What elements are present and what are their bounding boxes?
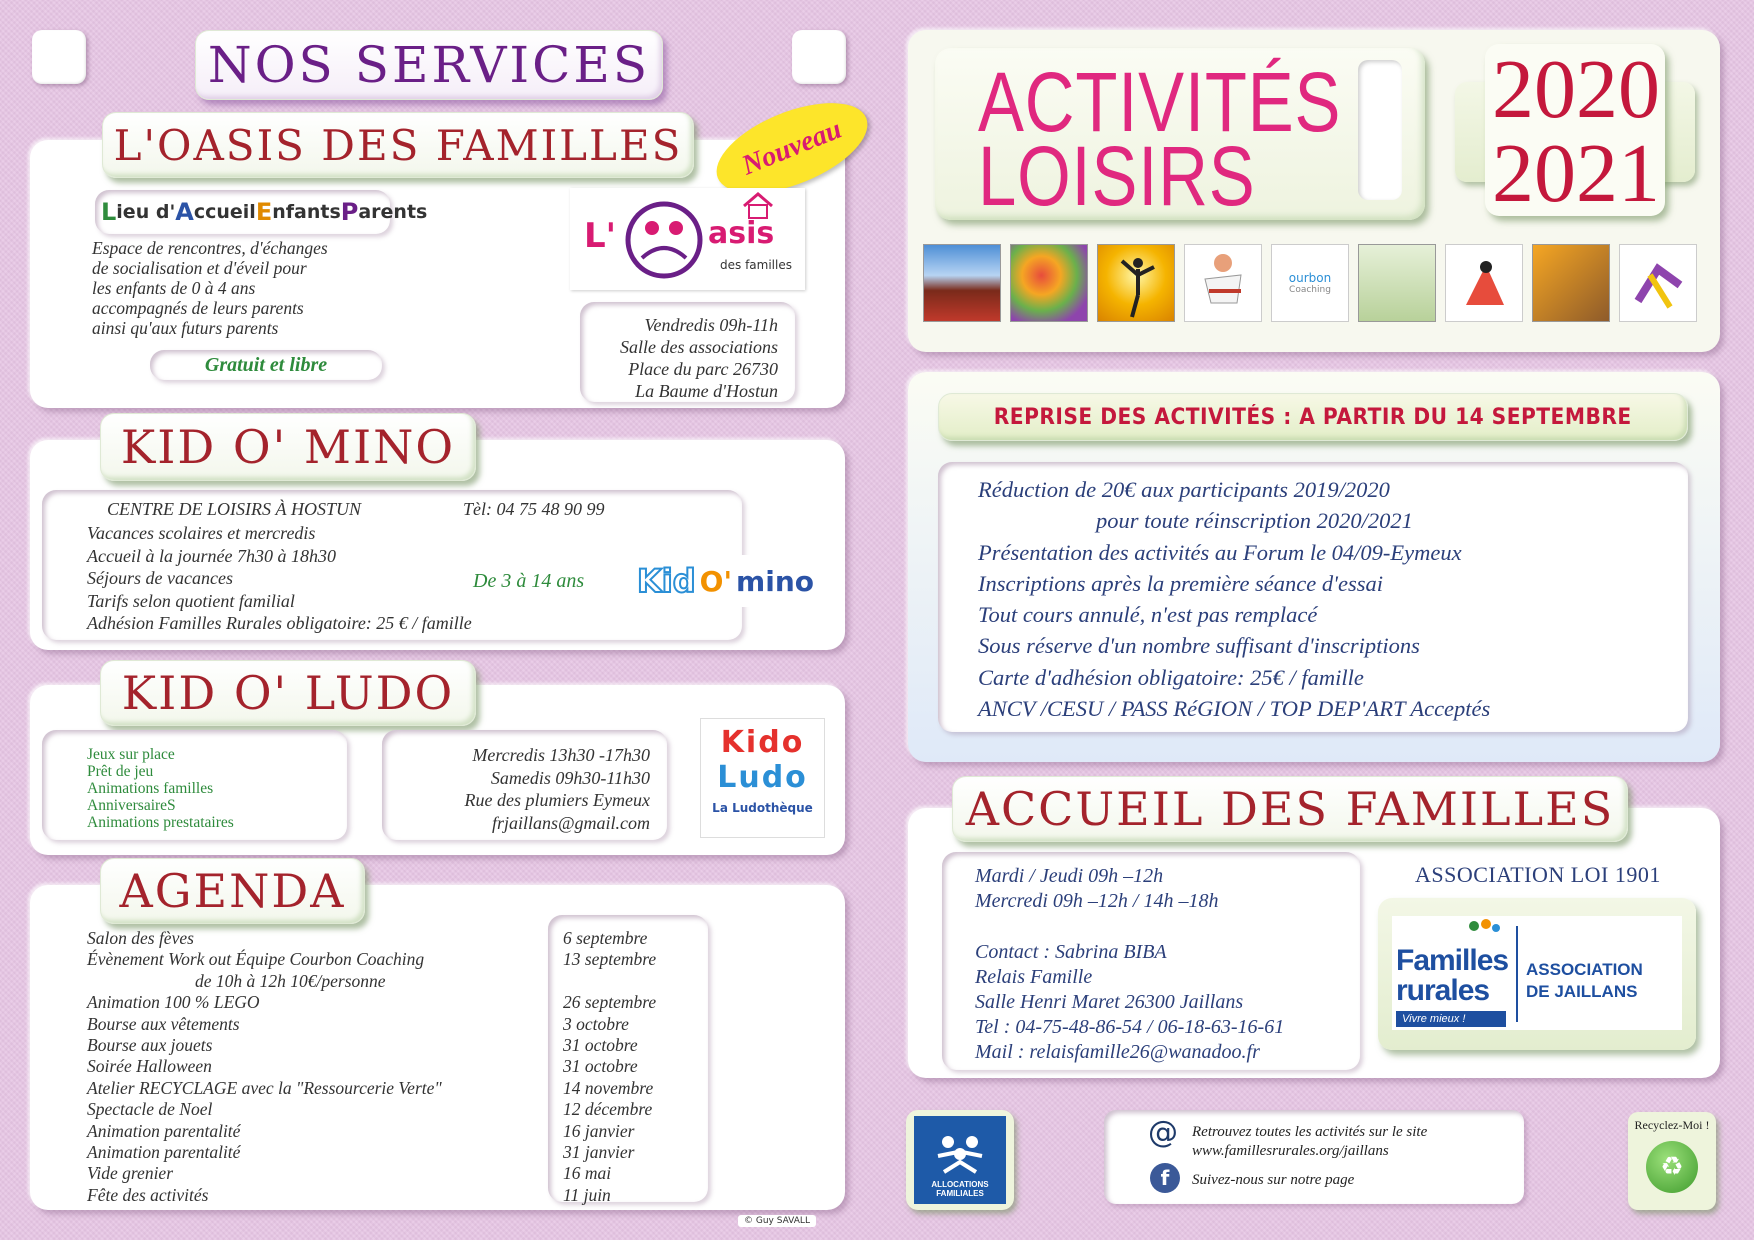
oasis-schedule-line: La Baume d'Hostun (635, 381, 778, 401)
agenda-event-date: 11 juin (563, 1184, 611, 1205)
oasis-desc-line: accompagnés de leurs parents (92, 298, 304, 318)
decor-tab (1358, 60, 1402, 200)
kidoludo-list-item: AnniversaireS (87, 797, 176, 814)
accueil-hours-line: Mardi / Jeudi 09h –12h (975, 865, 1164, 887)
loisirs-title: LOISIRS (978, 129, 1256, 223)
yoga-figure-icon (1098, 245, 1176, 323)
kidoludo-schedule-line: frjaillans@gmail.com (491, 812, 650, 833)
kidomino-lines (87, 522, 472, 635)
fr-assoc2: DE JAILLANS (1526, 982, 1638, 1001)
agenda-event-name: Vide grenier (87, 1163, 174, 1184)
kidomino-title-banner (100, 413, 476, 481)
oasis-desc-line: de socialisation et d'éveil pour (92, 258, 307, 278)
info-line: Inscriptions après la première séance d'essai (978, 570, 1383, 596)
theatre-thumb (923, 244, 1001, 322)
laep-part: arents (358, 201, 428, 223)
agenda-event-name: de 10h à 12h 10€/personne (195, 970, 386, 991)
accueil-contact-line: Contact : Sabrina BIBA (975, 941, 1167, 963)
kidomino-title: KID O' MINO (120, 420, 456, 474)
kidomino-logo-kid: Kid (637, 562, 696, 600)
fr-assoc1: ASSOCIATION (1526, 960, 1643, 979)
kidoludo-logo-sub: La Ludothèque (712, 801, 813, 815)
reprise-label: REPRISE DES ACTIVITÉS : A PARTIR DU 14 SEPTEMBRE (994, 404, 1632, 430)
oasis-logo-sub: des familles (720, 258, 792, 272)
agenda-event-date: 31 octobre (563, 1056, 638, 1077)
courbon-label: ourbon (1288, 271, 1332, 285)
agenda-event-name: Animation parentalité (87, 1142, 241, 1163)
caf-label: ALLOCATIONS FAMILIALES (931, 1180, 989, 1198)
facebook-icon[interactable]: f (1150, 1163, 1180, 1193)
gratuit-box (150, 350, 382, 380)
agenda-event-name: Salon des fèves (87, 928, 194, 948)
oasis-schedule (580, 314, 778, 402)
kidoludo-schedule (382, 744, 650, 834)
agenda-event-date (563, 971, 656, 992)
agenda-events (87, 928, 442, 1206)
laep-A: A (175, 198, 194, 226)
fr-familles: Familles (1396, 944, 1509, 977)
agenda-event-name: Fête des activités (87, 1184, 209, 1205)
kidoludo-logo (700, 718, 825, 838)
kidoludo-schedule-line: Rue des plumiers Eymeux (464, 790, 650, 810)
agenda-event-name: Spectacle de Noel (87, 1099, 213, 1120)
laep-E: E (255, 198, 273, 226)
kidomino-ages: De 3 à 14 ans (473, 570, 585, 592)
agenda-event-date: 14 novembre (563, 1077, 654, 1098)
agenda-event-name: Bourse aux jouets (87, 1035, 213, 1056)
accueil-hours-line: Mercredi 09h –12h / 14h –18h (975, 890, 1219, 912)
kidomino-line: Adhésion Familles Rurales obligatoire: 25 € / famille (87, 613, 472, 633)
agenda-event-date: 31 janvier (563, 1142, 635, 1163)
accueil-contact-line: Tel : 04-75-48-86-54 / 06-18-63-16-61 (975, 1016, 1285, 1038)
activites-title: ACTIVITÉS (978, 55, 1342, 149)
nos-services-banner (195, 30, 663, 100)
oasis-logo (570, 188, 805, 290)
web-line3: Suivez-nous sur notre page (1192, 1172, 1355, 1188)
oasis-desc-line: ainsi qu'aux futurs parents (92, 318, 279, 338)
corner-box-center (792, 30, 846, 84)
oasis-logo-circle-icon (622, 198, 706, 282)
kidomino-line: Vacances scolaires et mercredis (87, 523, 316, 543)
kidoludo-schedule-line: Mercredis 13h30 -17h30 (472, 745, 650, 765)
corner-box-left (32, 30, 86, 84)
courbon-sub-label: Coaching (1289, 285, 1331, 295)
agenda-event-date: 26 septembre (563, 992, 657, 1013)
agenda-dates (563, 928, 656, 1206)
kidomino-logo-o: O' (699, 564, 733, 598)
oasis-schedule-line: Salle des associations (620, 337, 778, 357)
oasis-logo-l: L' (584, 216, 617, 256)
nouveau-label: Nouveau (737, 113, 846, 182)
agenda-event-name: Bourse aux vêtements (87, 1013, 240, 1034)
kidoludo-schedule-line: Samedis 09h30-11h30 (490, 767, 650, 788)
oasis-desc-line: Espace de rencontres, d'échanges (92, 238, 328, 258)
accueil-contact-line: Relais Famille (975, 966, 1093, 988)
info-line: Tout cours annulé, n'est pas remplacé (978, 602, 1318, 628)
reprise-banner (938, 393, 1688, 441)
laep-P: P (340, 198, 359, 226)
crafts-thumb (1010, 244, 1088, 322)
yoga-thumb (1097, 244, 1175, 322)
laep-label-box (95, 190, 428, 234)
drawing-thumb (1445, 244, 1523, 322)
oasis-schedule-line: Place du parc 26730 (628, 359, 778, 379)
kidoludo-list-item: Animations familles (87, 780, 214, 797)
agenda-title-banner (100, 858, 365, 924)
accueil-contact-line: Salle Henri Maret 26300 Jaillans (975, 991, 1244, 1013)
agenda-event-date: 16 mai (563, 1163, 612, 1184)
year-2020: 2020 (1492, 43, 1660, 136)
web-line1: Retrouvez toutes les activités sur le site (1192, 1124, 1428, 1140)
kidomino-line: Accueil à la journée 7h30 à 18h30 (87, 545, 336, 566)
info-line: ANCV /CESU / PASS RéGION / TOP DEP'ART Acceptés (978, 696, 1491, 722)
agenda-event-name: Soirée Halloween (87, 1056, 212, 1077)
fr-vivre: Vivre mieux ! (1396, 1011, 1506, 1027)
drawing-figure-icon (1446, 245, 1524, 323)
agenda-event-date: 16 janvier (563, 1120, 635, 1141)
kidoludo-logo-kido: Kido (720, 725, 805, 760)
recycle-label: Recyclez-Moi ! (1634, 1118, 1710, 1132)
agenda-event-name: Animation parentalité (87, 1120, 241, 1141)
kidomino-line: Séjours de vacances (87, 568, 233, 588)
kidoludo-list-item: Prêt de jeu (87, 763, 154, 780)
fr-rurales: rurales (1396, 974, 1490, 1007)
agenda-event-name: Atelier RECYCLAGE avec la "Ressourcerie Verte" (87, 1077, 442, 1098)
agenda-event-name: Animation 100 % LEGO (87, 992, 260, 1013)
info-line: Réduction de 20€ aux participants 2019/2020 (978, 477, 1390, 502)
dance-thumb (1619, 244, 1697, 322)
accueil-title: ACCUEIL DES FAMILLES (965, 782, 1615, 836)
info-lines (978, 474, 1490, 724)
agenda-event-name: Évènement Work out Équipe Courbon Coaching (87, 949, 425, 970)
karate-figure-icon (1185, 245, 1263, 323)
karate-thumb (1184, 244, 1262, 322)
laep-part: ieu d' (116, 201, 176, 223)
kidoludo-title: KID O' LUDO (121, 666, 455, 720)
fr-divider (1516, 926, 1518, 1022)
year-2021: 2021 (1492, 127, 1660, 220)
kidoludo-list (87, 746, 234, 831)
agenda-event-date: 12 décembre (563, 1099, 653, 1120)
oasis-title: L'OASIS DES FAMILLES (113, 120, 683, 170)
accueil-hours (975, 864, 1219, 914)
at-icon: @ (1148, 1115, 1178, 1150)
agenda-event-date: 13 septembre (563, 949, 657, 970)
web-link[interactable]: www.famillesrurales.org/jaillans (1192, 1143, 1389, 1159)
caf-logo (914, 1116, 1006, 1204)
kidomino-tel: Tèl: 04 75 48 90 99 (463, 499, 605, 519)
oasis-description (92, 238, 328, 338)
oasis-schedule-line: Vendredis 09h-11h (644, 315, 778, 335)
agenda-event-date: 6 septembre (563, 928, 648, 948)
familles-rurales-logo (1392, 916, 1682, 1030)
laep-part: ccueil (193, 201, 256, 223)
oasis-desc-line: les enfants de 0 à 4 ans (92, 278, 256, 298)
caf-people-icon (930, 1132, 990, 1180)
judo-thumb (1358, 244, 1436, 322)
laep-part: nfants (272, 201, 341, 223)
kidoludo-logo-ludo: Ludo (717, 760, 808, 795)
gratuit-label: Gratuit et libre (204, 353, 328, 376)
kidoludo-list-item: Animations prestataires (87, 814, 234, 831)
nos-services-title: NOS SERVICES (207, 36, 651, 94)
agenda-event-date: 3 octobre (563, 1013, 629, 1034)
kidomino-line: Tarifs selon quotient familial (87, 590, 295, 611)
kidomino-logo-mino: mino (736, 564, 814, 598)
association-label: ASSOCIATION LOI 1901 (1415, 862, 1661, 887)
laep-L: L (101, 198, 117, 226)
oasis-logo-asis: asis (708, 216, 775, 251)
info-line: Carte d'adhésion obligatoire: 25€ / famille (978, 664, 1364, 690)
kidoludo-title-banner (100, 660, 476, 726)
kidomino-line1: CENTRE DE LOISIRS À HOSTUN (107, 499, 362, 519)
info-line: Présentation des activités au Forum le 04/09-Eymeux (978, 539, 1462, 565)
kidomino-logo (628, 555, 823, 607)
kidoludo-list-item: Jeux sur place (87, 746, 175, 763)
oasis-title-banner (102, 112, 694, 178)
hiphop-thumb (1532, 244, 1610, 322)
agenda-event-date: 31 octobre (563, 1035, 638, 1056)
credit-label: © Guy SAVALL (738, 1215, 816, 1227)
info-line: pour toute réinscription 2020/2021 (1096, 508, 1413, 534)
info-line: Sous réserve d'un nombre suffisant d'inscriptions (978, 633, 1420, 659)
accueil-contact-line: Mail : relaisfamille26@wanadoo.fr (975, 1041, 1260, 1063)
courbon-coaching-thumb (1271, 244, 1349, 322)
recycle-icon: ♻ (1646, 1141, 1698, 1193)
recycle-badge (1628, 1112, 1716, 1210)
dance-figure-icon (1620, 245, 1698, 323)
accueil-contact (975, 940, 1284, 1065)
agenda-title: AGENDA (119, 864, 346, 918)
accueil-title-banner (952, 776, 1628, 842)
